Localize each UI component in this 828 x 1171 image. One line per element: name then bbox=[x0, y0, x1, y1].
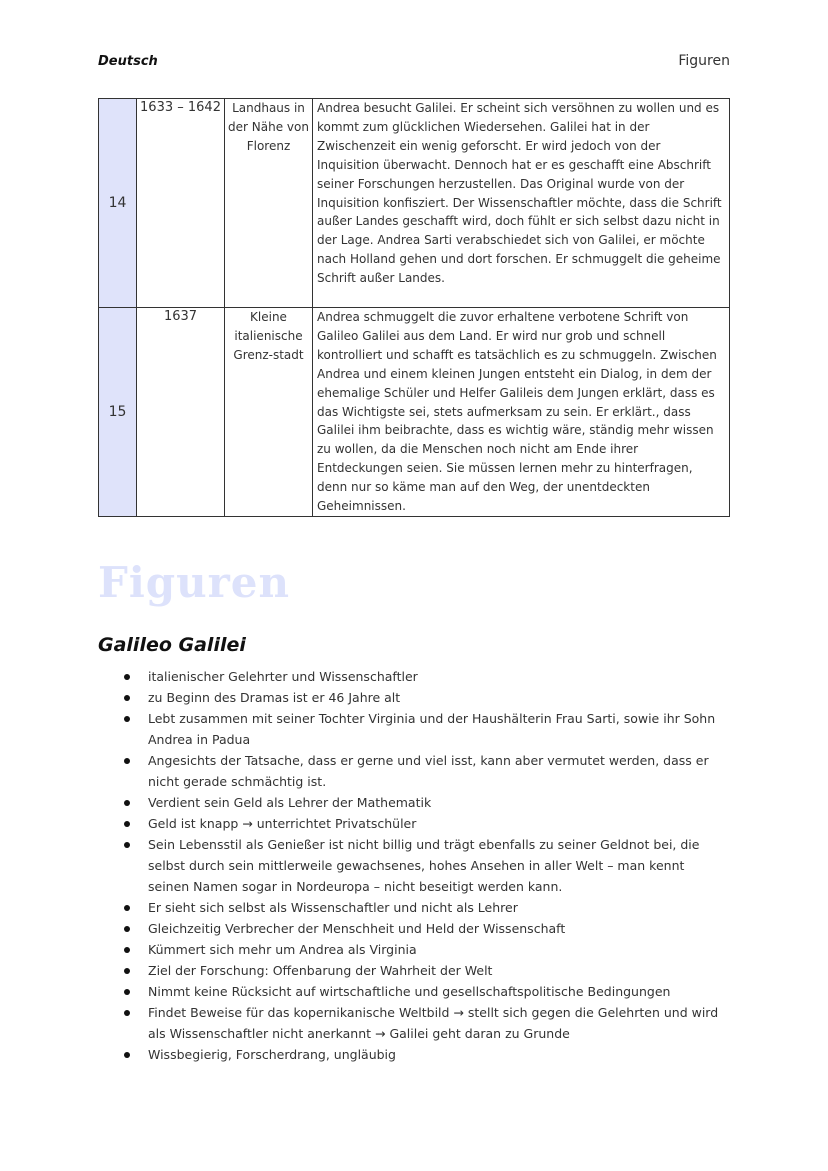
list-item: Geld ist knapp → unterrichtet Privatschüler bbox=[98, 813, 720, 834]
list-item: Angesichts der Tatsache, dass er gerne und viel isst, kann aber vermutet werden, dass er nicht gerade schmächtig ist. bbox=[98, 750, 720, 792]
scene-number: 14 bbox=[99, 99, 137, 308]
header-subject: Deutsch bbox=[98, 54, 158, 69]
list-item: Nimmt keine Rücksicht auf wirtschaftliche und gesellschaftspolitische Bedingungen bbox=[98, 981, 720, 1002]
scene-year: 1637 bbox=[137, 308, 225, 517]
list-item: Lebt zusammen mit seiner Tochter Virginia und der Haushälterin Frau Sarti, sowie ihr Sohn Andrea in Padua bbox=[98, 708, 720, 750]
list-item: Verdient sein Geld als Lehrer der Mathematik bbox=[98, 792, 720, 813]
list-item: Sein Lebensstil als Genießer ist nicht billig und trägt ebenfalls zu seiner Geldnot bei, die selbst durch sein mittlerweile gewachsenes, hohes Ansehen in aller Welt – man kennt seinen Namen sogar in Nordeuropa – nicht beseitigt werden kann. bbox=[98, 834, 720, 897]
list-item: Ziel der Forschung: Offenbarung der Wahrheit der Welt bbox=[98, 960, 720, 981]
scene-year: 1633 – 1642 bbox=[137, 99, 225, 308]
character-name: Galileo Galilei bbox=[98, 634, 246, 656]
list-item: Wissbegierig, Forscherdrang, ungläubig bbox=[98, 1044, 720, 1065]
section-title: Figuren bbox=[98, 558, 291, 607]
list-item: Gleichzeitig Verbrecher der Menschheit und Held der Wissenschaft bbox=[98, 918, 720, 939]
scene-table bbox=[98, 98, 730, 517]
character-traits-list bbox=[98, 666, 720, 1065]
list-item: zu Beginn des Dramas ist er 46 Jahre alt bbox=[98, 687, 720, 708]
list-item: Findet Beweise für das kopernikanische Weltbild → stellt sich gegen die Gelehrten und wird als Wissenschaftler nicht anerkannt → Galilei geht daran zu Grunde bbox=[98, 1002, 720, 1044]
scene-description: Andrea schmuggelt die zuvor erhaltene verbotene Schrift von Galileo Galilei aus dem Land. Er wird nur grob und schnell kontrolliert und schafft es tatsächlich es zu schmuggeln. Zwischen Andrea und einem kleinen Jungen entsteht ein Dialog, in dem der ehemalige Schüler und Helfer Galileis dem Jungen erklärt, dass es das Wichtigste sei, stets aufmerksam zu sein. Er erklärt., dass Galilei ihm beibrachte, dass es wichtig wäre, ständig mehr wissen zu wollen, da die Menschen noch nicht am Ende ihrer Entdeckungen seien. Sie müssen lernen mehr zu hinterfragen, denn nur so käme man auf den Weg, der unentdeckten Geheimnissen. bbox=[313, 308, 730, 517]
scene-number: 15 bbox=[99, 308, 137, 517]
scene-place: Kleine italienische Grenz-stadt bbox=[225, 308, 313, 517]
scene-place: Landhaus in der Nähe von Florenz bbox=[225, 99, 313, 308]
header-section: Figuren bbox=[678, 53, 730, 69]
list-item: Er sieht sich selbst als Wissenschaftler und nicht als Lehrer bbox=[98, 897, 720, 918]
scene-description: Andrea besucht Galilei. Er scheint sich versöhnen zu wollen und es kommt zum glücklichen Wiedersehen. Galilei hat in der Zwischenzeit ein wenig geforscht. Er wird jedoch von der Inquisition überwacht. Dennoch hat er es geschafft eine Abschrift seiner Forschungen herzustellen. Das Original wurde von der Inquisition konfisziert. Der Wissenschaftler möchte, dass die Schrift außer Landes geschafft wird, doch fühlt er sich selbst dazu nicht in der Lage. Andrea Sarti verabschiedet sich von Galilei, er möchte nach Holland gehen und dort forschen. Er schmuggelt die geheime Schrift außer Landes. bbox=[313, 99, 730, 308]
table-row bbox=[99, 308, 730, 517]
list-item: italienischer Gelehrter und Wissenschaftler bbox=[98, 666, 720, 687]
table-row bbox=[99, 99, 730, 308]
list-item: Kümmert sich mehr um Andrea als Virginia bbox=[98, 939, 720, 960]
